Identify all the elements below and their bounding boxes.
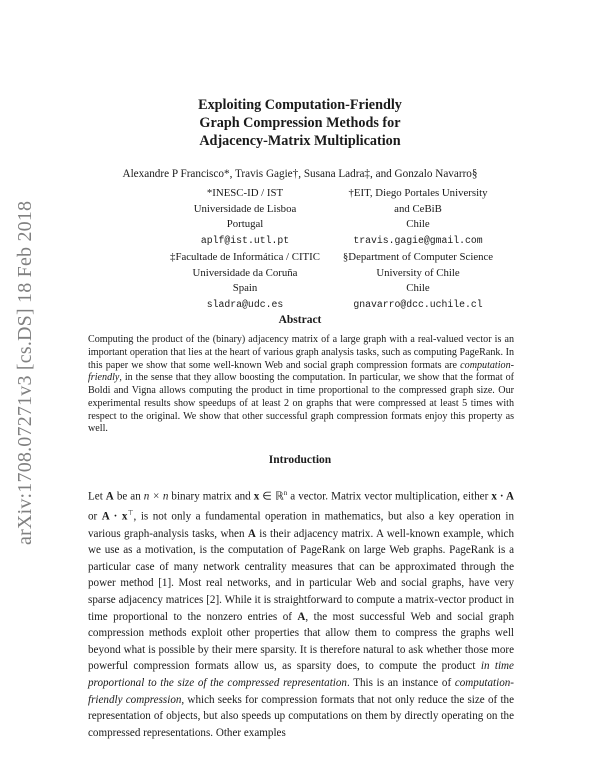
title-line: Adjacency-Matrix Multiplication — [199, 133, 401, 149]
author-email: travis.gagie@gmail.com — [353, 234, 483, 246]
affiliation-line: and CeBiB — [394, 202, 442, 215]
paper-title — [0, 96, 600, 150]
author-list: Alexandre P Francisco*, Travis Gagie†, Susana Ladra‡, and Gonzalo Navarro§ — [122, 168, 478, 180]
introduction-heading: Introduction — [268, 454, 332, 466]
affiliation-line: ‡Facultade de Informática / CITIC — [170, 251, 320, 263]
author-email: aplf@ist.utl.pt — [200, 234, 290, 246]
arxiv-identifier: arXiv:1708.07271v3 [cs.DS] 18 Feb 2018 — [14, 200, 36, 545]
title-line: Exploiting Computation-Friendly — [198, 97, 402, 113]
title-line: Graph Compression Methods for — [199, 115, 401, 131]
affiliation-line: *INESC-ID / IST — [206, 187, 284, 199]
affiliation-line: Chile — [406, 218, 430, 230]
affiliation-line: †EIT, Diego Portales University — [348, 187, 488, 199]
author-email: gnavarro@dcc.uchile.cl — [353, 298, 483, 310]
affiliation-line: Universidade de Lisboa — [193, 202, 297, 215]
abstract-text: Computing the product of the (binary) adjacency matrix of a large graph with a real-valued vector is an important operation that lies at the heart of various graph analysis tasks, such as computing PageRank. In this paper we show that some well-known Web and social graph compression formats are computation-friendly, in the sense that they allow boosting the computation. In particular, we show that the format of Boldi and Vigna allows computing the product in time proportional to the compressed graph size. Our experimental results show speedups of at least 2 on graphs that were compressed at least 5 times with respect to the original. We show that other successful graph compression formats enjoy this property as well. — [88, 334, 514, 435]
affiliation-line: §Department of Computer Science — [342, 251, 494, 263]
introduction-text: Let A be an n × n binary matrix and x ∈ ℝ$^n$ a vector. Matrix vector multiplication, either x · A or A · x⊤, is not only a fundamental operation in mathematics, but also a key operation in various graph-analysis tasks, when A is their adjacency matrix. A well-known example, which we use as a motivation, is the computation of PageRank on large Web graphs. PageRank is a particular case of many network centrality measures that can be approximated through the power method [1]. Most real networks, and in particular Web and social graphs, have very sparse adjacency matrices [2]. While it is straightforward to compute a matrix-vector product in time proportional to the nonzero entries of A, the most successful Web and social graph compression methods exploit other properties that allow them to compress the graphs well beyond what is possible by their mere sparsity. It is therefore natural to ask whether those more powerful compression formats allow us, as sparsity does, to compute the product in time proportional to the size of the compressed representation. This is an instance of computation-friendly compression, which seeks for compression formats that not only reduce the size of the representation of objects, but also speeds up computations on them by directly operating on the compressed representations. Other examples — [88, 489, 515, 739]
abstract-heading: Abstract — [278, 314, 322, 326]
affiliation-line: Portugal — [226, 218, 264, 230]
affiliation-line: University of Chile — [376, 266, 460, 279]
affiliation-4 — [298, 250, 538, 312]
author-email: sladra@udc.es — [206, 298, 284, 310]
affiliation-line: Chile — [406, 282, 430, 294]
affiliation-line: Universidade da Coruña — [192, 266, 298, 279]
affiliation-line: Spain — [232, 282, 258, 294]
affiliation-2 — [298, 186, 538, 248]
